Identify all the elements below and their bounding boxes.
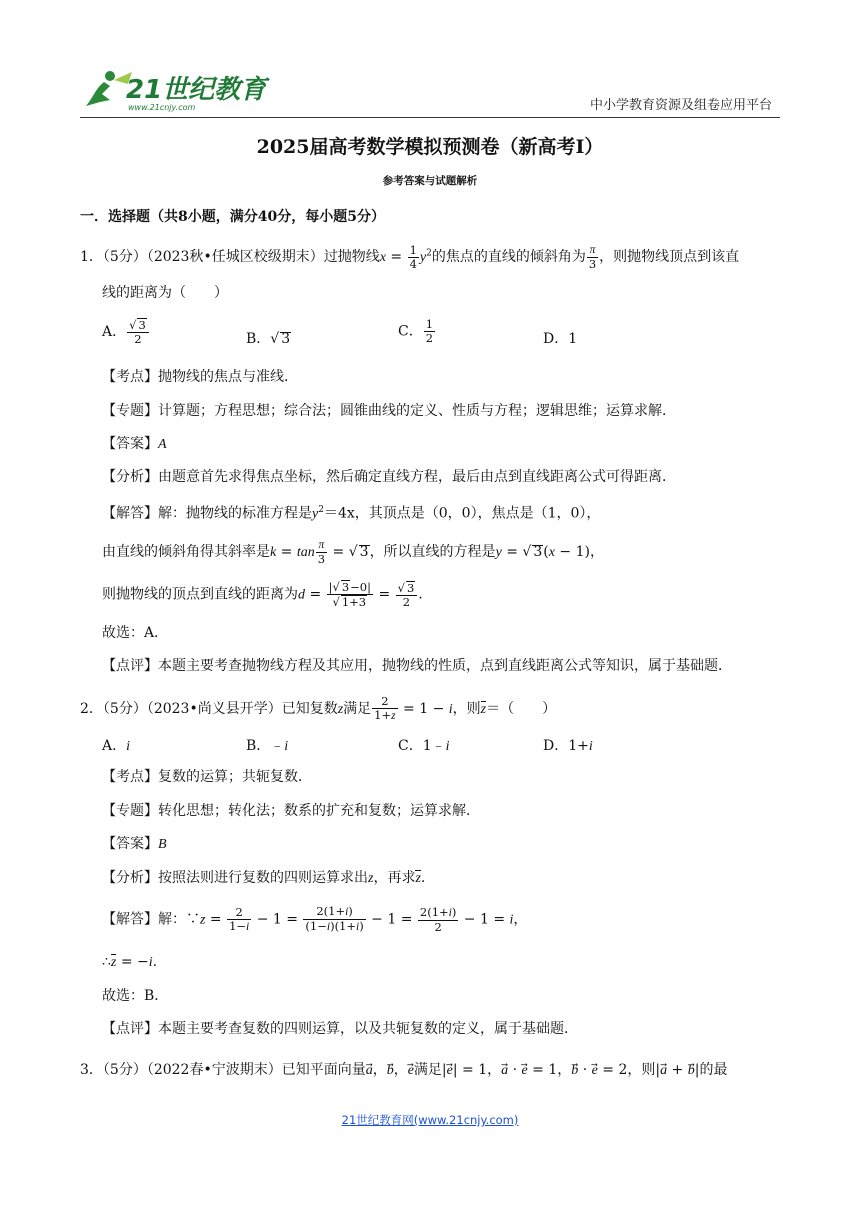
q2-solution-line2: ∴z = −i. <box>102 954 158 970</box>
page-subtitle: 参考答案与试题解析 <box>382 175 478 187</box>
q1-option-c: C． $\frac{1}{2}$ <box>398 317 434 345</box>
q1-stem: 1．（5分）（2023秋•任城区校级期末）过抛物线x = $\frac{1}{4}$ $y^2$的焦点的直线的倾斜角为 $\frac{\pi}{3}$ ，则抛物线顶点到该直 <box>80 242 740 271</box>
q1-kaodian: 【考点】抛物线的焦点与准线． <box>102 369 298 385</box>
q1-fenxi: 【分析】由题意首先求得焦点坐标，然后确定直线方程，最后由点到直线距离公式可得距离． <box>102 469 676 485</box>
q2-zhuanti: 【专题】转化思想；转化法；数系的扩充和复数；运算求解． <box>102 803 480 819</box>
q1-zhuanti: 【专题】计算题；方程思想；综合法；圆锥曲线的定义、性质与方程；逻辑思维；运算求解． <box>102 403 676 419</box>
q2-fenxi: 【分析】按照法则进行复数的四则运算求出z，再求z. <box>102 870 426 886</box>
q1-option-d: D．1 <box>543 331 578 347</box>
q1-choice: 故选：A． <box>102 625 169 641</box>
q1-option-b: B．√ 3 <box>246 331 291 347</box>
q1-stem-cont: 线的距离为（ ） <box>102 285 228 301</box>
section-heading: 一．选择题（共8小题，满分40分，每小题5分） <box>80 209 385 225</box>
q2-jieda: 【解答】解：∵z = $\frac{2}{1-i}$ − 1 = $\frac{2(1+i)}{(1-i)(1+i)}$ − 1 = $\frac{2(1+i)}{2}$ − 1 = i， <box>102 904 528 934</box>
q1-jieda: 【解答】解：抛物线的标准方程是$y^2=4x$，其顶点是（0，0），焦点是（1，0）， <box>102 505 601 522</box>
logo-text: 21世纪教育 <box>126 75 267 105</box>
logo-url: www.21cnjy.com <box>128 103 196 112</box>
q1-solution-line2: 由直线的倾斜角得其斜率是k = tan $\frac{\pi}{3}$ = √ 3，所以直线的方程是y = √ 3(x − 1)， <box>102 539 604 566</box>
page-footer <box>0 1112 860 1128</box>
page-header <box>80 62 780 120</box>
q1-option-a: A． $\frac{√ 3}{2}$ <box>102 318 150 346</box>
q2-option-a: A．i <box>102 738 131 754</box>
q2-option-d: D．1+i <box>543 738 593 754</box>
q2-dianping: 【点评】本题主要考查复数的四则运算，以及共轭复数的定义，属于基础题． <box>102 1021 578 1037</box>
q2-answer: 【答案】B <box>102 836 167 852</box>
q1-dianping: 【点评】本题主要考查抛物线方程及其应用，抛物线的性质，点到直线距离公式等知识，属于基础题． <box>102 658 732 674</box>
q2-option-b: B．﹣i <box>246 738 289 754</box>
q1-answer: 【答案】A <box>102 436 167 452</box>
header-divider <box>80 117 780 118</box>
q1-solution-line3: 则抛物线的顶点到直线的距离为d = $\frac{|√ 3-0|}{√ 1+3}$ = $\frac{√ 3}{2}$ . <box>102 580 423 609</box>
footer-link[interactable]: 21世纪教育网(www.21cnjy.com) <box>341 1113 519 1127</box>
q2-choice: 故选：B． <box>102 988 169 1004</box>
platform-name: 中小学教育资源及组卷应用平台 <box>589 98 772 113</box>
page-title: 2025届高考数学模拟预测卷（新高考Ⅰ） <box>256 136 604 158</box>
q2-kaodian: 【考点】复数的运算；共轭复数． <box>102 769 312 785</box>
brand-logo <box>80 66 280 114</box>
q2-stem: 2．（5分）（2023•尚义县开学）已知复数z满足 $\frac{2}{1+z}$ = 1 − i，则z＝（ ） <box>80 694 557 722</box>
q2-option-c: C．1﹣i <box>398 738 450 754</box>
q3-stem: 3．（5分）（2022春•宁波期末）已知平面向量a⃗，b⃗，e满足|e⃗| = 1，a⃗ · e⃗ = 1，b⃗ · e⃗ = 2，则|a⃗ + b⃗|的最 <box>80 1062 728 1078</box>
